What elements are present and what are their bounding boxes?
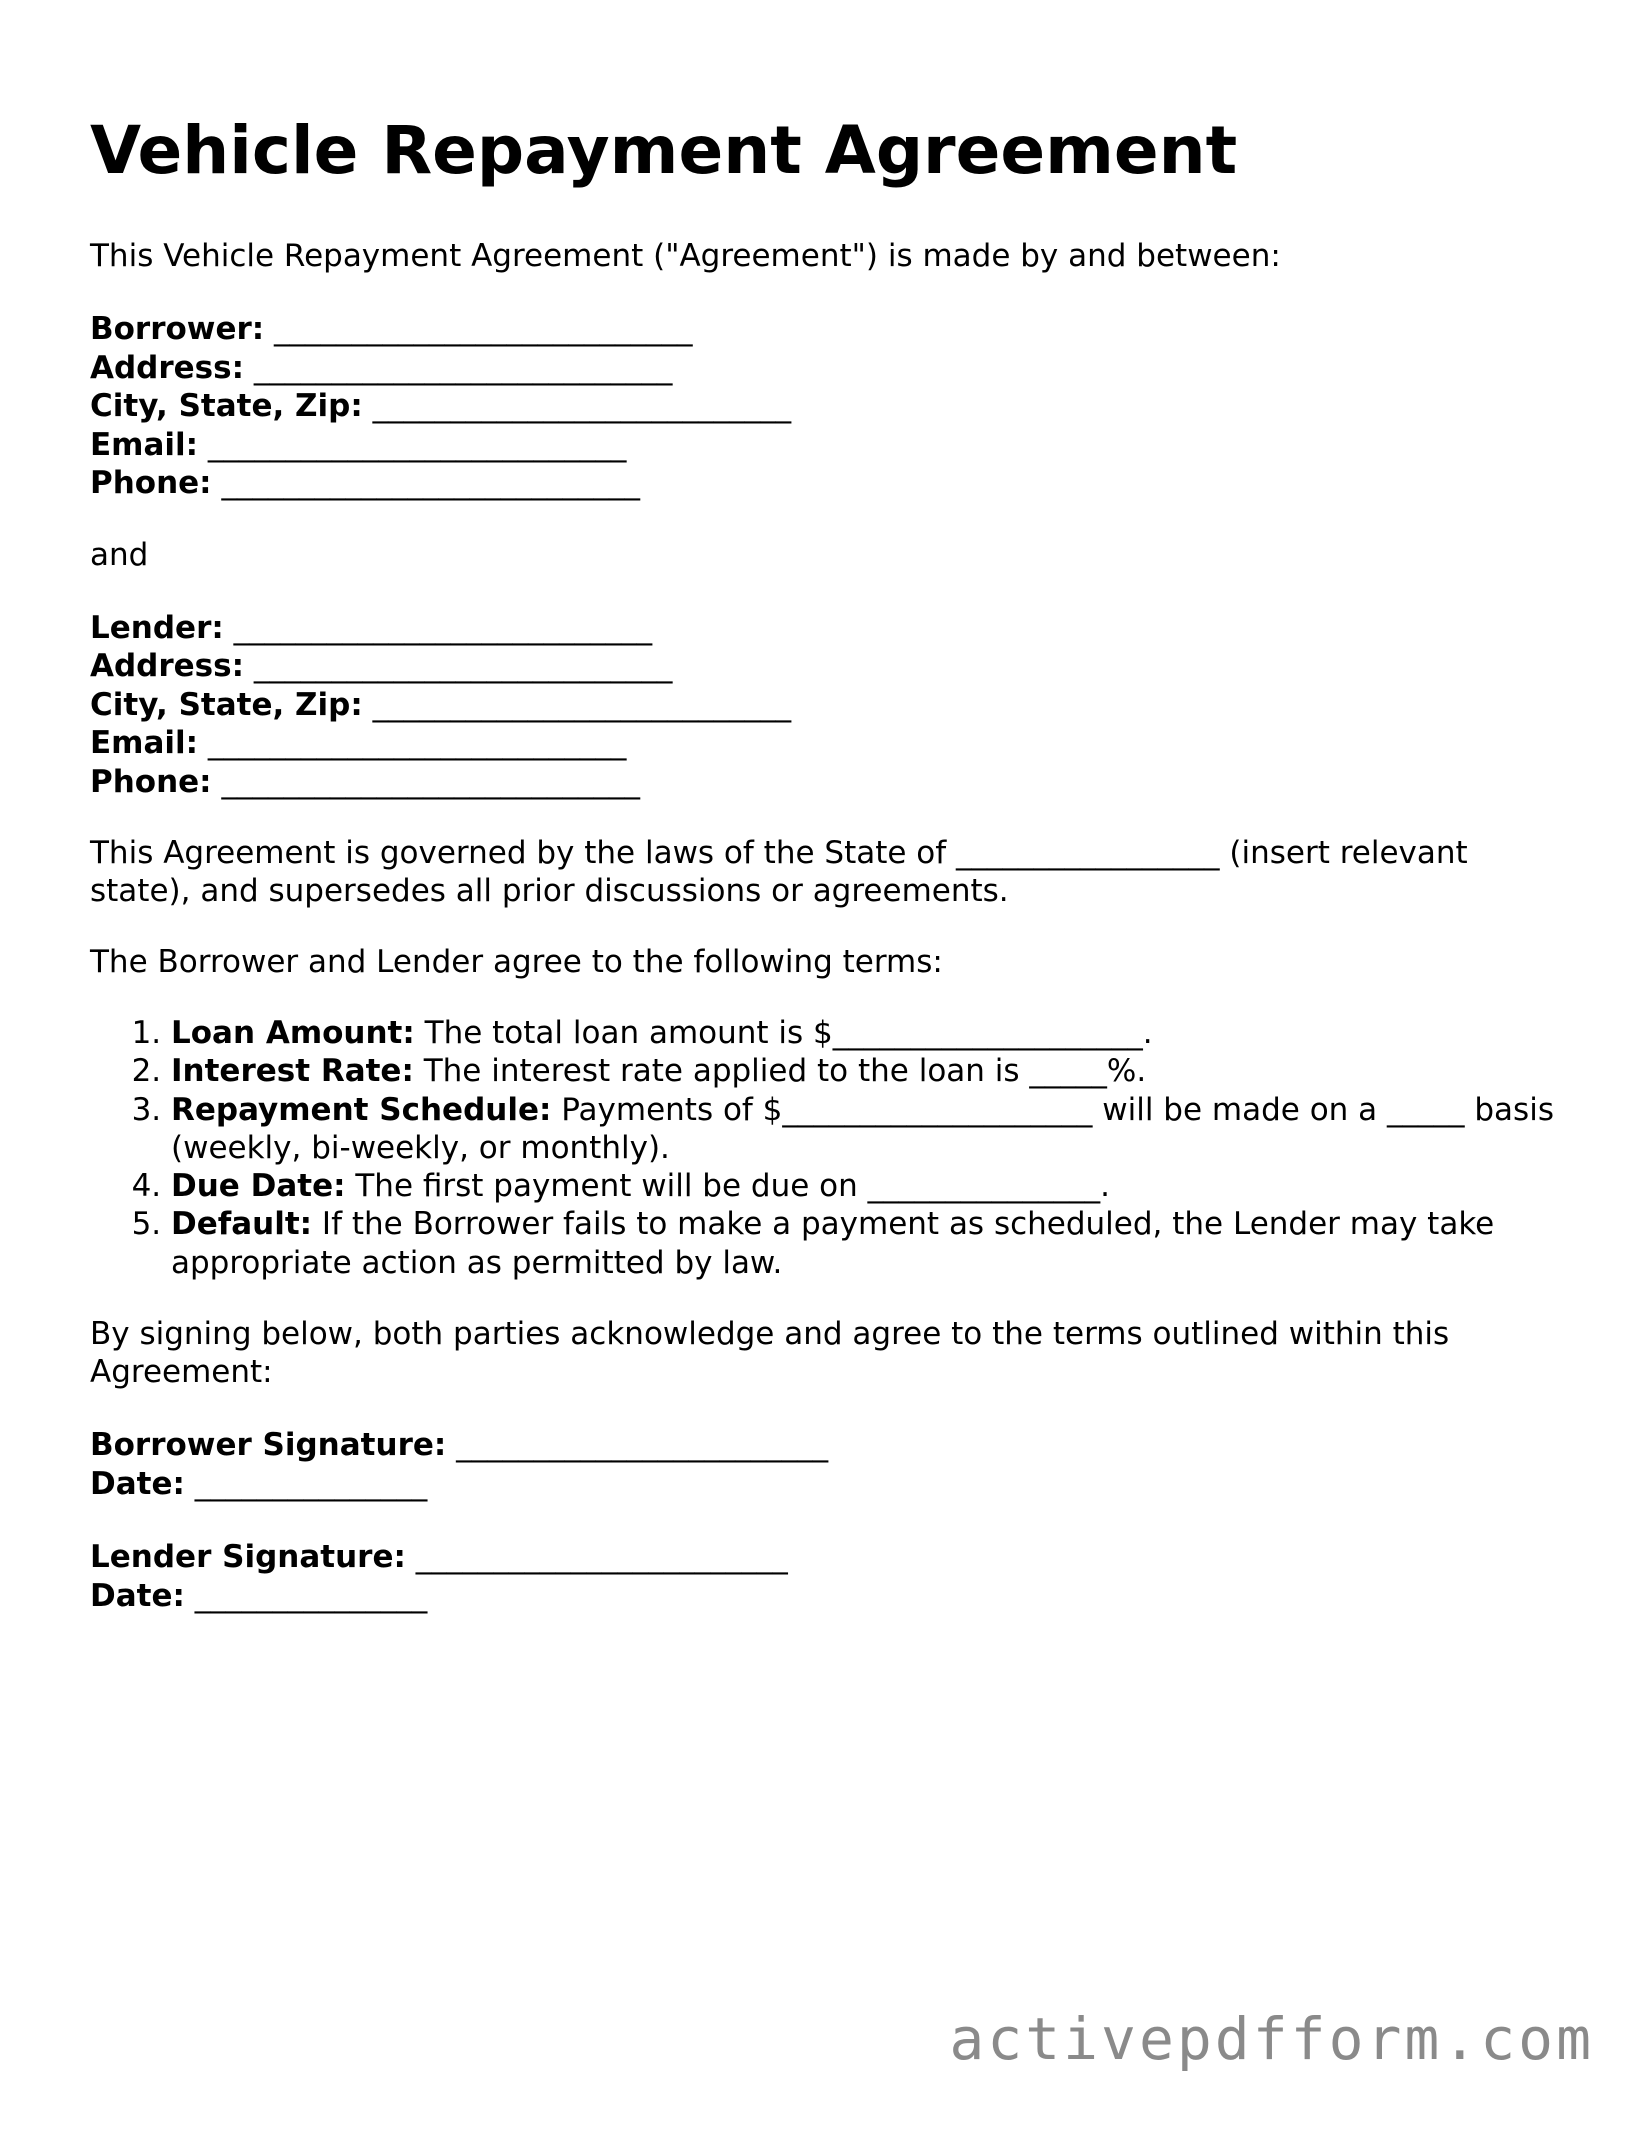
field-blank[interactable]: ________________________	[415, 1539, 788, 1576]
borrower-date-field[interactable]	[90, 1465, 1570, 1504]
lender-city-state-zip-field[interactable]	[90, 686, 1570, 725]
field-blank[interactable]: _______________	[194, 1465, 428, 1502]
term-interest-rate	[171, 1052, 1570, 1090]
term-text: If the Borrower fails to make a payment as scheduled, the Lender may take appropriate action as permitted by law.	[171, 1206, 1495, 1281]
field-label: Date:	[90, 1465, 185, 1502]
term-repayment-schedule	[171, 1091, 1570, 1168]
term-loan-amount	[171, 1014, 1570, 1052]
borrower-email-field[interactable]	[90, 426, 1570, 465]
document-title: Vehicle Repayment Agreement	[90, 112, 1238, 189]
field-blank[interactable]: _______________	[194, 1577, 428, 1614]
field-blank[interactable]: ___________________________	[274, 311, 693, 347]
field-label: Lender Signature:	[90, 1539, 406, 1576]
field-label: Email:	[90, 426, 199, 463]
lender-address-field[interactable]	[90, 647, 1570, 686]
field-label: Phone:	[90, 763, 212, 800]
intro-paragraph: This Vehicle Repayment Agreement ("Agreement") is made by and between:	[90, 238, 1281, 274]
borrower-signature-field[interactable]	[90, 1426, 1570, 1465]
field-blank[interactable]: ___________________________	[207, 725, 627, 761]
field-label: Address:	[90, 648, 244, 684]
field-blank[interactable]: ___________________________	[207, 426, 627, 463]
field-label: Borrower:	[90, 311, 265, 347]
term-label: Due Date:	[171, 1168, 346, 1205]
field-blank[interactable]: ___________________________	[253, 349, 673, 386]
field-label: Date:	[90, 1577, 185, 1614]
term-text: Payments of $____________________ will be made on a _____ basis (weekly, bi-weekly, or monthly).	[171, 1091, 1554, 1166]
lender-date-field[interactable]	[90, 1577, 1570, 1616]
watermark-text: activepdfform.com	[949, 2005, 1594, 2073]
term-text: The total loan amount is $____________________.	[414, 1015, 1153, 1051]
acknowledgement-paragraph: By signing below, both parties acknowledge and agree to the terms outlined within this Agreement:	[90, 1316, 1450, 1391]
lender-details	[90, 609, 1570, 802]
lender-name-field[interactable]	[90, 609, 1570, 648]
term-label: Repayment Schedule:	[171, 1091, 552, 1128]
field-blank[interactable]: ___________________________	[372, 686, 792, 723]
field-label: Phone:	[90, 465, 212, 501]
field-blank[interactable]: ___________________________	[233, 609, 653, 646]
field-blank[interactable]: ________________________	[456, 1427, 829, 1464]
lender-signature-field[interactable]	[90, 1538, 1570, 1577]
field-label: City, State, Zip:	[90, 686, 363, 723]
term-due-date	[171, 1167, 1570, 1205]
field-label: City, State, Zip:	[90, 388, 363, 424]
term-text: The interest rate applied to the loan is _____%.	[413, 1053, 1147, 1090]
and-text: and	[90, 536, 149, 573]
borrower-city-state-zip-field[interactable]	[90, 387, 1570, 426]
field-label: Email:	[90, 725, 199, 761]
field-blank[interactable]: ___________________________	[253, 648, 673, 684]
borrower-signature-block	[90, 1426, 1570, 1503]
lender-email-field[interactable]	[90, 724, 1570, 763]
field-blank[interactable]: ___________________________	[372, 388, 792, 424]
borrower-details	[90, 310, 1570, 503]
field-label: Lender:	[90, 609, 224, 646]
terms-list	[90, 1014, 1570, 1282]
term-label: Default:	[171, 1206, 313, 1243]
document-page	[90, 105, 1570, 1615]
field-label: Address:	[90, 349, 244, 386]
terms-intro: The Borrower and Lender agree to the following terms:	[90, 944, 943, 980]
term-text: The first payment will be due on _______________.	[345, 1168, 1110, 1205]
field-blank[interactable]: ___________________________	[221, 763, 640, 800]
borrower-name-field[interactable]	[90, 310, 1570, 349]
term-default	[171, 1205, 1570, 1282]
field-blank[interactable]: ___________________________	[221, 465, 640, 501]
term-label: Interest Rate:	[171, 1053, 414, 1090]
governing-law-paragraph: This Agreement is governed by the laws of the State of _________________ (insert relevant state), and supersedes all prior discussions or agreements.	[90, 835, 1468, 909]
lender-signature-block	[90, 1538, 1570, 1615]
borrower-phone-field[interactable]	[90, 464, 1570, 503]
term-label: Loan Amount:	[171, 1015, 415, 1051]
borrower-address-field[interactable]	[90, 349, 1570, 388]
lender-phone-field[interactable]	[90, 763, 1570, 802]
field-label: Borrower Signature:	[90, 1427, 447, 1464]
